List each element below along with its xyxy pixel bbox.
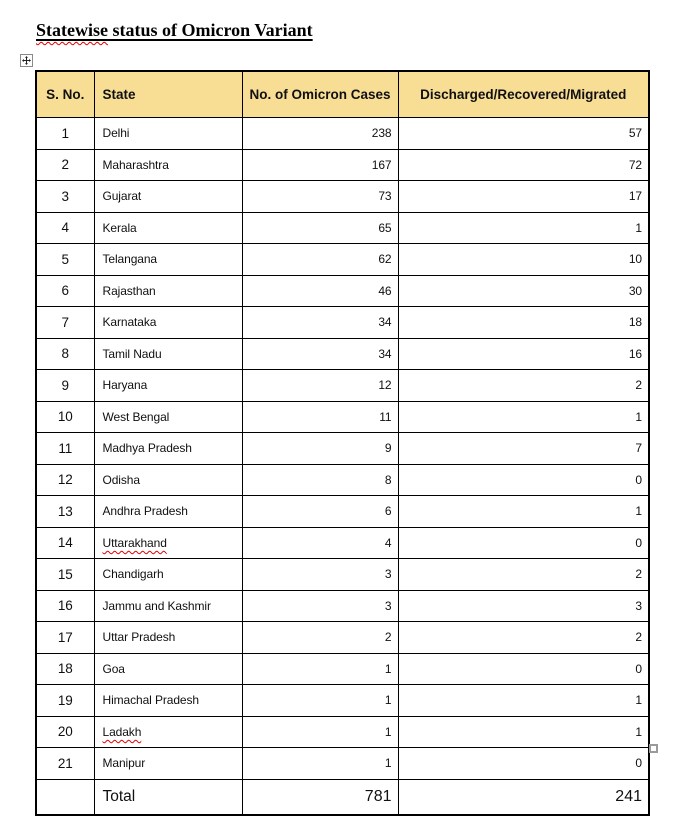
cell-omicron-cases[interactable]: 34 (242, 338, 398, 370)
cell-state-name[interactable]: Tamil Nadu (94, 338, 242, 370)
cell-state-name[interactable]: Kerala (94, 212, 242, 244)
cell-discharged[interactable]: 1 (398, 401, 649, 433)
cell-serial-number[interactable]: 17 (36, 622, 94, 654)
total-discharged[interactable]: 241 (398, 779, 649, 815)
total-row (36, 779, 649, 815)
cell-serial-number[interactable]: 19 (36, 685, 94, 717)
cell-serial-number[interactable]: 8 (36, 338, 94, 370)
table-footer (36, 779, 649, 815)
table-row (36, 244, 649, 276)
cell-serial-number[interactable]: 12 (36, 464, 94, 496)
cell-state-name[interactable]: Chandigarh (94, 559, 242, 591)
cell-omicron-cases[interactable]: 1 (242, 748, 398, 780)
cell-state-name[interactable]: Delhi (94, 118, 242, 150)
header-serial-number[interactable]: S. No. (36, 71, 94, 118)
cell-omicron-cases[interactable]: 2 (242, 622, 398, 654)
table-header (36, 71, 649, 118)
misspelled-word: Uttarakhand (102, 535, 167, 550)
total-label[interactable]: Total (94, 779, 242, 815)
table-row (36, 275, 649, 307)
cell-state-name[interactable]: Telangana (94, 244, 242, 276)
cell-serial-number[interactable]: 16 (36, 590, 94, 622)
table-row (36, 401, 649, 433)
table-row (36, 212, 649, 244)
cell-omicron-cases[interactable]: 46 (242, 275, 398, 307)
cell-state-name[interactable]: Andhra Pradesh (94, 496, 242, 528)
cell-state-name[interactable]: Haryana (94, 370, 242, 402)
cell-discharged[interactable]: 10 (398, 244, 649, 276)
cell-serial-number[interactable]: 20 (36, 716, 94, 748)
cell-omicron-cases[interactable]: 34 (242, 307, 398, 339)
cell-serial-number[interactable]: 2 (36, 149, 94, 181)
cell-serial-number[interactable]: 15 (36, 559, 94, 591)
cell-omicron-cases[interactable]: 4 (242, 527, 398, 559)
cell-omicron-cases[interactable]: 12 (242, 370, 398, 402)
cell-state-name[interactable]: Rajasthan (94, 275, 242, 307)
cell-state-name[interactable]: Himachal Pradesh (94, 685, 242, 717)
table-row (36, 464, 649, 496)
table-row (36, 181, 649, 213)
table-move-handle[interactable] (20, 54, 33, 67)
cell-omicron-cases[interactable]: 73 (242, 181, 398, 213)
header-omicron-cases[interactable]: No. of Omicron Cases (242, 71, 398, 118)
table-row (36, 590, 649, 622)
table-row (36, 496, 649, 528)
cell-discharged[interactable]: 1 (398, 212, 649, 244)
cell-omicron-cases[interactable]: 238 (242, 118, 398, 150)
table-row (36, 653, 649, 685)
table-resize-handle[interactable] (649, 744, 658, 753)
cell-state-name[interactable]: Jammu and Kashmir (94, 590, 242, 622)
cell-omicron-cases[interactable]: 11 (242, 401, 398, 433)
cell-omicron-cases[interactable]: 167 (242, 149, 398, 181)
cell-omicron-cases[interactable]: 1 (242, 716, 398, 748)
title-flagged-word: Statewise (36, 20, 108, 40)
cell-discharged[interactable]: 0 (398, 464, 649, 496)
cell-state-name[interactable]: Odisha (94, 464, 242, 496)
cell-discharged[interactable]: 1 (398, 716, 649, 748)
cell-serial-number[interactable]: 5 (36, 244, 94, 276)
table-row (36, 307, 649, 339)
cell-discharged[interactable]: 1 (398, 496, 649, 528)
misspelled-word: Ladakh (102, 724, 142, 739)
cell-omicron-cases[interactable]: 1 (242, 685, 398, 717)
cell-serial-number[interactable]: 1 (36, 118, 94, 150)
cell-discharged[interactable]: 17 (398, 181, 649, 213)
cell-omicron-cases[interactable]: 65 (242, 212, 398, 244)
cell-state-name[interactable]: Gujarat (94, 181, 242, 213)
table-row (36, 338, 649, 370)
cell-serial-number[interactable]: 18 (36, 653, 94, 685)
cell-discharged[interactable]: 2 (398, 370, 649, 402)
document-title[interactable] (36, 20, 313, 41)
header-discharged[interactable]: Discharged/Recovered/Migrated (398, 71, 649, 118)
cell-discharged[interactable]: 72 (398, 149, 649, 181)
cell-serial-number[interactable]: 11 (36, 433, 94, 465)
cell-discharged[interactable]: 3 (398, 590, 649, 622)
table-row (36, 559, 649, 591)
table-body (36, 118, 649, 780)
cell-omicron-cases[interactable]: 3 (242, 590, 398, 622)
table-row (36, 149, 649, 181)
total-empty-cell[interactable] (36, 779, 94, 815)
table-row (36, 527, 649, 559)
cell-discharged[interactable]: 57 (398, 118, 649, 150)
cell-discharged[interactable]: 7 (398, 433, 649, 465)
cell-serial-number[interactable]: 10 (36, 401, 94, 433)
cell-state-name[interactable]: West Bengal (94, 401, 242, 433)
move-cross-icon (22, 56, 31, 65)
table-row (36, 748, 649, 780)
cell-omicron-cases[interactable]: 1 (242, 653, 398, 685)
cell-serial-number[interactable]: 4 (36, 212, 94, 244)
cell-state-name[interactable]: Maharashtra (94, 149, 242, 181)
cell-discharged[interactable]: 0 (398, 748, 649, 780)
cell-discharged[interactable]: 16 (398, 338, 649, 370)
cell-discharged[interactable]: 0 (398, 527, 649, 559)
cell-state-name[interactable]: Manipur (94, 748, 242, 780)
cell-state-name[interactable]: Uttar Pradesh (94, 622, 242, 654)
table-row (36, 118, 649, 150)
table-row (36, 716, 649, 748)
table-row (36, 685, 649, 717)
cell-serial-number[interactable]: 9 (36, 370, 94, 402)
cell-state-name[interactable]: Goa (94, 653, 242, 685)
cell-state-name[interactable] (94, 527, 242, 559)
cell-state-name[interactable]: Karnataka (94, 307, 242, 339)
cell-discharged[interactable]: 18 (398, 307, 649, 339)
cell-omicron-cases[interactable]: 62 (242, 244, 398, 276)
omicron-status-table (35, 70, 650, 816)
cell-discharged[interactable]: 2 (398, 622, 649, 654)
table-row (36, 433, 649, 465)
cell-discharged[interactable]: 1 (398, 685, 649, 717)
total-omicron-cases[interactable]: 781 (242, 779, 398, 815)
cell-serial-number[interactable]: 7 (36, 307, 94, 339)
cell-serial-number[interactable]: 3 (36, 181, 94, 213)
cell-omicron-cases[interactable]: 6 (242, 496, 398, 528)
cell-state-name[interactable] (94, 716, 242, 748)
cell-discharged[interactable]: 30 (398, 275, 649, 307)
cell-omicron-cases[interactable]: 3 (242, 559, 398, 591)
header-row (36, 71, 649, 118)
header-state[interactable]: State (94, 71, 242, 118)
cell-state-name[interactable]: Madhya Pradesh (94, 433, 242, 465)
title-rest: status of Omicron Variant (107, 20, 313, 40)
cell-serial-number[interactable]: 6 (36, 275, 94, 307)
cell-serial-number[interactable]: 13 (36, 496, 94, 528)
table-row (36, 370, 649, 402)
cell-omicron-cases[interactable]: 9 (242, 433, 398, 465)
cell-discharged[interactable]: 2 (398, 559, 649, 591)
cell-serial-number[interactable]: 21 (36, 748, 94, 780)
cell-discharged[interactable]: 0 (398, 653, 649, 685)
table-row (36, 622, 649, 654)
cell-omicron-cases[interactable]: 8 (242, 464, 398, 496)
cell-serial-number[interactable]: 14 (36, 527, 94, 559)
